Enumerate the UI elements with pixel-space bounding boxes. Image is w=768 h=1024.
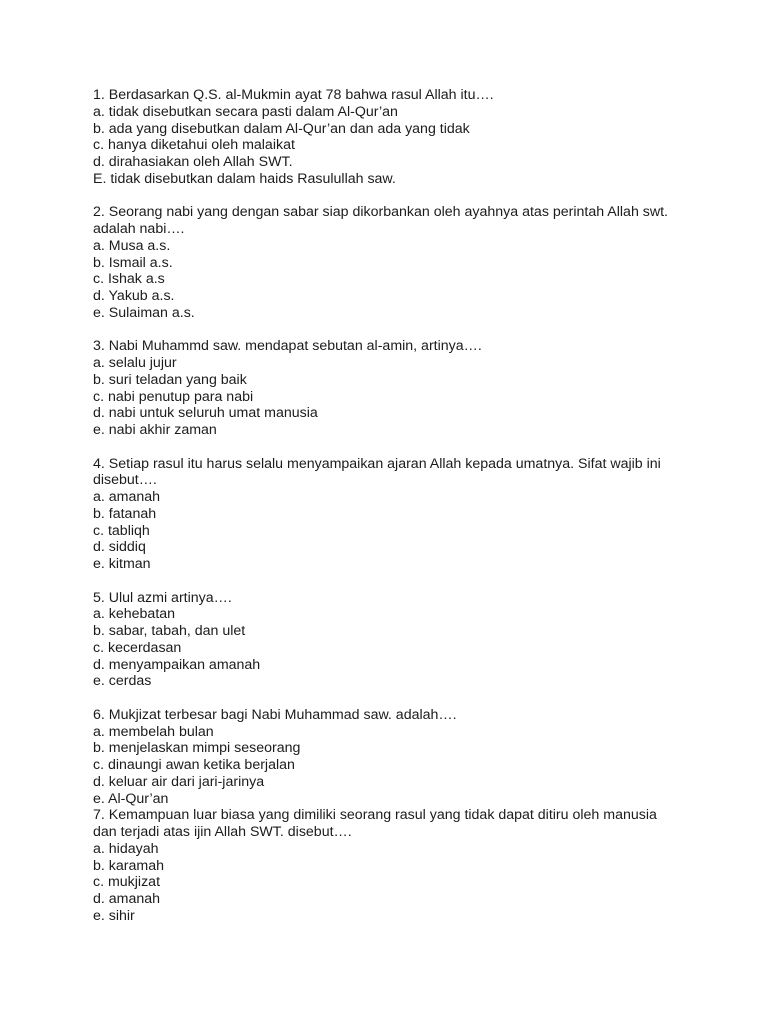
question-text: 4. Setiap rasul itu harus selalu menyampaikan ajaran Allah kepada umatnya. Sifat wajib ini disebut…. [93,455,661,489]
question-text: 7. Kemampuan luar biasa yang dimiliki seorang rasul yang tidak dapat ditiru oleh manusia dan terjadi atas ijin Allah SWT. disebut…. [93,807,657,840]
answer-option-a: a. kehebatan [93,606,176,623]
answer-option-a: a. amanah [93,489,161,505]
question-text: 6. Mukjizat terbesar bagi Nabi Muhammad saw. adalah…. [93,706,457,723]
answer-option-b: b. fatanah [93,505,157,522]
answer-option-c: c. dinaungi awan ketika berjalan [93,757,295,773]
question-1 [93,87,683,188]
question-text: 3. Nabi Muhammd saw. mendapat sebutan al-amin, artinya…. [93,338,482,355]
question-text: 5. Ulul azmi artinya…. [93,589,232,606]
answer-option-d: d. siddiq [93,539,146,556]
question-2 [93,204,683,321]
answer-option-e: E. tidak disebutkan dalam haids Rasulullah saw. [93,170,396,187]
question-6 [93,707,683,808]
answer-option-d: d. nabi untuk seluruh umat manusia [93,405,318,422]
answer-option-d: d. menyampaikan amanah [93,656,261,673]
answer-option-e: e. cerdas [93,673,152,690]
question-text: 1. Berdasarkan Q.S. al-Mukmin ayat 78 bahwa rasul Allah itu…. [93,87,494,103]
answer-option-e: e. nabi akhir zaman [93,422,217,438]
answer-option-e: e. Sulaiman a.s. [93,304,195,321]
answer-option-d: d. Yakub a.s. [93,288,175,304]
answer-option-b: b. karamah [93,857,164,874]
answer-option-b: b. ada yang disebutkan dalam Al-Qur’an dan ada yang tidak [93,120,470,137]
answer-option-a: a. selalu jujur [93,355,177,371]
answer-option-b: b. suri teladan yang baik [93,371,247,388]
answer-option-b: b. menjelaskan mimpi seseorang [93,740,301,757]
answer-option-a: a. Musa a.s. [93,237,171,254]
question-7 [93,807,683,924]
question-text: 2. Seorang nabi yang dengan sabar siap dikorbankan oleh ayahnya atas perintah Allah swt. adalah nabi…. [93,204,668,237]
answer-option-d: d. keluar air dari jari-jarinya [93,773,265,790]
answer-option-e: e. Al-Qur’an [93,790,169,807]
answer-option-c: c. tabliqh [93,522,150,539]
answer-option-c: c. Ishak a.s [93,271,165,288]
answer-option-a: a. hidayah [93,840,159,857]
answer-option-e: e. kitman [93,556,151,572]
answer-option-c: c. nabi penutup para nabi [93,388,254,405]
question-3 [93,338,683,439]
answer-option-c: c. hanya diketahui oleh malaikat [93,137,295,154]
question-4 [93,456,683,573]
question-5 [93,590,683,691]
document-page [93,87,683,925]
answer-option-d: d. amanah [93,891,161,907]
answer-option-d: d. dirahasiakan oleh Allah SWT. [93,154,293,170]
answer-option-c: c. mukjizat [93,874,161,891]
answer-option-e: e. sihir [93,907,135,924]
answer-option-c: c. kecerdasan [93,639,182,656]
answer-option-b: b. Ismail a.s. [93,254,173,271]
answer-option-b: b. sabar, tabah, dan ulet [93,623,246,639]
answer-option-a: a. tidak disebutkan secara pasti dalam Al-Qur’an [93,103,398,120]
answer-option-a: a. membelah bulan [93,723,214,740]
